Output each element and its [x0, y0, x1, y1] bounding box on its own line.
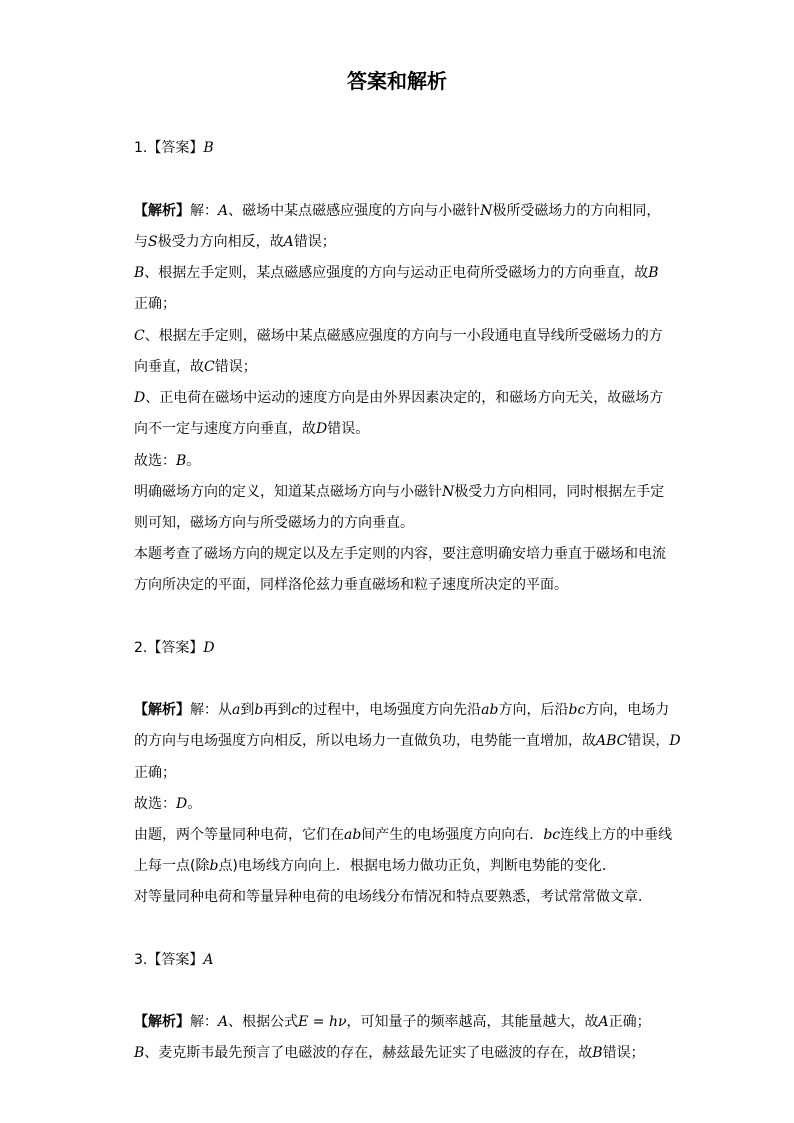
- text: 、磁场中某点磁感应强度的方向与小磁针: [228, 203, 481, 219]
- var: b: [254, 702, 264, 718]
- q1-analysis-line-2: [134, 231, 336, 253]
- q2-analysis-line-3: 正确；: [134, 765, 176, 781]
- var: B: [592, 1045, 603, 1061]
- q3-analysis-label: 【解析】: [134, 1014, 190, 1030]
- var: B: [134, 1045, 145, 1061]
- text: 与: [134, 234, 148, 250]
- var: ab: [481, 702, 499, 718]
- text: 错误；: [602, 1045, 645, 1061]
- q1-answer-value: B: [203, 140, 214, 156]
- q3-answer-line: [134, 950, 213, 970]
- q1-analysis-line-6: [134, 356, 257, 378]
- q3-analysis-line-1: [134, 1011, 651, 1033]
- var: A: [218, 203, 229, 219]
- var: B: [648, 265, 659, 281]
- q2-comment-line-3: 对等量同种电荷和等量异种电荷的电场线分布情况和特点要熟悉，考试常常做文章．: [134, 889, 652, 905]
- var: E: [298, 1014, 309, 1030]
- var: c: [291, 702, 300, 718]
- q1-comment-line-1: [134, 481, 664, 503]
- var: ABC: [596, 733, 628, 749]
- text: 极受力方向相反，故: [157, 234, 284, 250]
- var: B: [176, 453, 187, 469]
- var: ab: [344, 827, 362, 843]
- text: 极所受磁场力的方向相同，: [492, 203, 661, 219]
- text: ，可知量子的频率越高，其能量越大，故: [346, 1014, 599, 1030]
- var: A: [218, 1014, 229, 1030]
- text: 的方向与电场强度方向相反，所以电场力一直做负功，电势能一直增加，故: [134, 733, 596, 749]
- text: 明确磁场方向的定义，知道某点磁场方向与小磁针: [134, 484, 442, 500]
- page-title: 答案和解析: [347, 69, 447, 93]
- text: 故选：: [134, 796, 176, 812]
- q1-comment-line-3: 本题考查了磁场方向的规定以及左手定则的内容，要注意明确安培力垂直于磁场和电流: [134, 546, 666, 562]
- var: b: [209, 858, 219, 874]
- text: 解：: [190, 203, 218, 219]
- q2-answer-value: D: [203, 640, 215, 656]
- text: =: [308, 1014, 329, 1030]
- var: bc: [543, 827, 561, 843]
- text: 点)电场线方向向上．根据电场力做功正负，判断电势能的变化．: [218, 858, 616, 874]
- var: C: [204, 359, 215, 375]
- text: 到: [240, 702, 255, 718]
- var: B: [134, 265, 145, 281]
- text: 解：: [190, 1014, 218, 1030]
- q2-analysis-label: 【解析】: [134, 702, 190, 718]
- text: 连线上方的中垂线: [560, 827, 673, 843]
- text: 由题，两个等量同种电荷，它们在: [134, 827, 344, 843]
- var: A: [598, 1014, 609, 1030]
- var: D: [134, 390, 146, 406]
- q2-answer-line: [134, 638, 215, 658]
- text: 正确；: [608, 1014, 651, 1030]
- text: 。: [186, 453, 201, 469]
- q3-answer-value: A: [203, 952, 214, 968]
- q1-answer-choice: [134, 450, 200, 472]
- var: bc: [568, 702, 586, 718]
- q1-analysis-line-5: [134, 325, 663, 347]
- text: 错误，: [627, 733, 670, 749]
- q2-answer-label: 2.【答案】: [134, 640, 204, 656]
- var: C: [134, 328, 145, 344]
- text: 的过程中，电场强度方向先沿: [299, 702, 482, 718]
- var: D: [316, 421, 328, 437]
- text: 错误。: [327, 421, 370, 437]
- text: 错误；: [293, 234, 336, 250]
- q1-answer-line: [134, 138, 214, 158]
- var: D: [176, 796, 188, 812]
- q1-analysis-line-7: [134, 387, 663, 409]
- q1-comment-line-4: 方向所决定的平面，同样洛伦兹力垂直磁场和粒子速度所决定的平面。: [134, 577, 568, 593]
- text: 、根据左手定则，某点磁感应强度的方向与运动正电荷所受磁场力的方向垂直，故: [144, 265, 649, 281]
- text: 上每一点(除: [134, 858, 210, 874]
- text: 向垂直，故: [134, 359, 204, 375]
- q1-analysis-line-3: [134, 262, 659, 284]
- q2-comment-line-2: [134, 855, 616, 877]
- text: 极受力方向相同，同时根据左手定: [454, 484, 665, 500]
- text: 间产生的电场强度方向向右．: [361, 827, 544, 843]
- text: 方向，后沿: [498, 702, 569, 718]
- text: 、正电荷在磁场中运动的速度方向是由外界因素决定的，和磁场方向无关，故磁场方: [145, 390, 664, 406]
- var: hν: [329, 1014, 347, 1030]
- q1-comment-line-2: 则可知，磁场方向与所受磁场力的方向垂直。: [134, 515, 414, 531]
- text: 。: [187, 796, 202, 812]
- q1-answer-label: 1.【答案】: [134, 140, 204, 156]
- q3-answer-label: 3.【答案】: [134, 952, 204, 968]
- var: A: [283, 234, 294, 250]
- text: 再到: [263, 702, 292, 718]
- var: N: [442, 484, 455, 500]
- var: D: [669, 733, 681, 749]
- text: 错误；: [214, 359, 257, 375]
- q1-analysis-line-4: 正确；: [134, 296, 176, 312]
- text: 向不一定与速度方向垂直，故: [134, 421, 316, 437]
- q1-analysis-line-8: [134, 418, 369, 440]
- text: 方向，电场力: [585, 702, 670, 718]
- var: a: [232, 702, 241, 718]
- text: 、根据公式: [228, 1014, 299, 1030]
- var: S: [148, 234, 158, 250]
- q1-analysis-line-1: [134, 200, 660, 222]
- q3-analysis-line-2: [134, 1042, 645, 1064]
- var: N: [480, 203, 493, 219]
- q2-comment-line-1: [134, 824, 672, 846]
- q1-analysis-label: 【解析】: [134, 203, 190, 219]
- text: 故选：: [134, 453, 176, 469]
- q2-analysis-line-2: [134, 730, 681, 752]
- q2-analysis-line-1: [134, 699, 669, 721]
- text: 、麦克斯韦最先预言了电磁波的存在，赫兹最先证实了电磁波的存在，故: [144, 1045, 593, 1061]
- q2-answer-choice: [134, 793, 201, 815]
- text: 解：从: [190, 702, 232, 718]
- text: 、根据左手定则，磁场中某点磁感应强度的方向与一小段通电直导线所受磁场力的方: [144, 328, 663, 344]
